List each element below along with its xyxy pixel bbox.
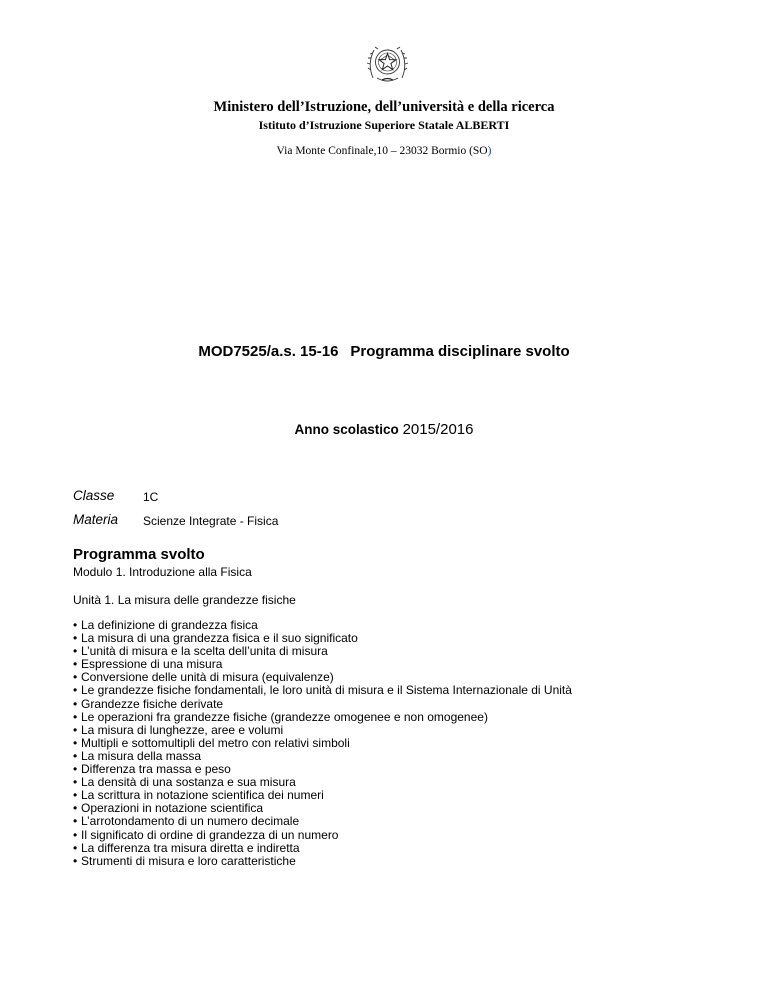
bullet-icon: •: [73, 814, 78, 829]
topic-text: La scrittura in notazione scientifica dei numeri: [81, 788, 324, 803]
topic-text: La densità di una sostanza e sua misura: [81, 775, 296, 790]
section-title: Programma svolto: [73, 546, 205, 563]
bullet-icon: •: [73, 788, 78, 803]
topic-text: La misura di una grandezza fisica e il suo significato: [81, 631, 358, 646]
subject-label: Materia: [73, 512, 119, 527]
address-closing: ): [487, 145, 492, 157]
address-text: Via Monte Confinale,10 – 23032 Bormio (SO: [276, 145, 488, 157]
bullet-icon: •: [73, 683, 78, 698]
school-year: [0, 421, 768, 438]
bullet-icon: •: [73, 840, 78, 855]
topic-text: Le grandezze fisiche fondamentali, le loro unità di misura e il Sistema Internazionale di Unità: [81, 683, 572, 698]
topic-text: Operazioni in notazione scientifica: [81, 801, 264, 816]
topic-text: L’arrotondamento di un numero decimale: [81, 814, 300, 829]
topic-item: [73, 855, 572, 868]
bullet-icon: •: [73, 748, 78, 763]
module-heading: Modulo 1. Introduzione alla Fisica: [73, 565, 252, 579]
italian-republic-emblem-icon: [365, 40, 410, 86]
topic-text: Strumenti di misura e loro caratteristiche: [81, 853, 296, 868]
topic-list: [73, 619, 572, 868]
document-title-text: Programma disciplinare svolto: [350, 343, 570, 360]
topic-text: Differenza tra massa e peso: [81, 762, 231, 777]
bullet-icon: •: [73, 801, 78, 816]
school-year-label: Anno scolastico: [294, 422, 399, 437]
topic-text: Le operazioni fra grandezze fisiche (grandezze omogenee e non omogenee): [81, 709, 488, 724]
bullet-icon: •: [73, 618, 78, 632]
bullet-icon: •: [73, 853, 78, 868]
bullet-icon: •: [73, 775, 78, 790]
topic-text: Multipli e sottomultipli del metro con relativi simboli: [81, 735, 350, 750]
topic-text: Il significato di ordine di grandezza di un numero: [81, 827, 339, 842]
bullet-icon: •: [73, 657, 78, 672]
institute-name: Istituto d’Istruzione Superiore Statale ALBERTI: [258, 118, 510, 132]
bullet-icon: •: [73, 827, 78, 842]
module-code: MOD7525/a.s. 15-16: [198, 343, 339, 360]
topic-text: La differenza tra misura diretta e indiretta: [81, 840, 300, 855]
topic-text: Espressione di una misura: [81, 657, 223, 672]
topic-text: La definizione di grandezza fisica: [81, 618, 258, 632]
bullet-icon: •: [73, 735, 78, 750]
bullet-icon: •: [73, 722, 78, 737]
document-title: [0, 343, 768, 360]
topic-text: L’unità di misura e la scelta dell’unita di misura: [81, 644, 328, 659]
class-value: 1C: [143, 490, 159, 504]
subject-value: Scienze Integrate - Fisica: [143, 514, 279, 528]
topic-text: Conversione delle unità di misura (equivalenze): [81, 670, 334, 685]
school-year-value: 2015/2016: [402, 421, 474, 438]
bullet-icon: •: [73, 762, 78, 777]
topic-text: La misura della massa: [81, 748, 202, 763]
bullet-icon: •: [73, 644, 78, 659]
institute-address: [0, 145, 768, 157]
topic-text: Grandezze fisiche derivate: [81, 696, 224, 711]
bullet-icon: •: [73, 670, 78, 685]
bullet-icon: •: [73, 631, 78, 646]
class-label: Classe: [73, 488, 115, 503]
bullet-icon: •: [73, 696, 78, 711]
unit-heading: Unità 1. La misura delle grandezze fisiche: [73, 593, 296, 607]
ministry-name: Ministero dell’Istruzione, dell’università e della ricerca: [213, 99, 555, 115]
bullet-icon: •: [73, 709, 78, 724]
topic-text: La misura di lunghezze, aree e volumi: [81, 722, 284, 737]
